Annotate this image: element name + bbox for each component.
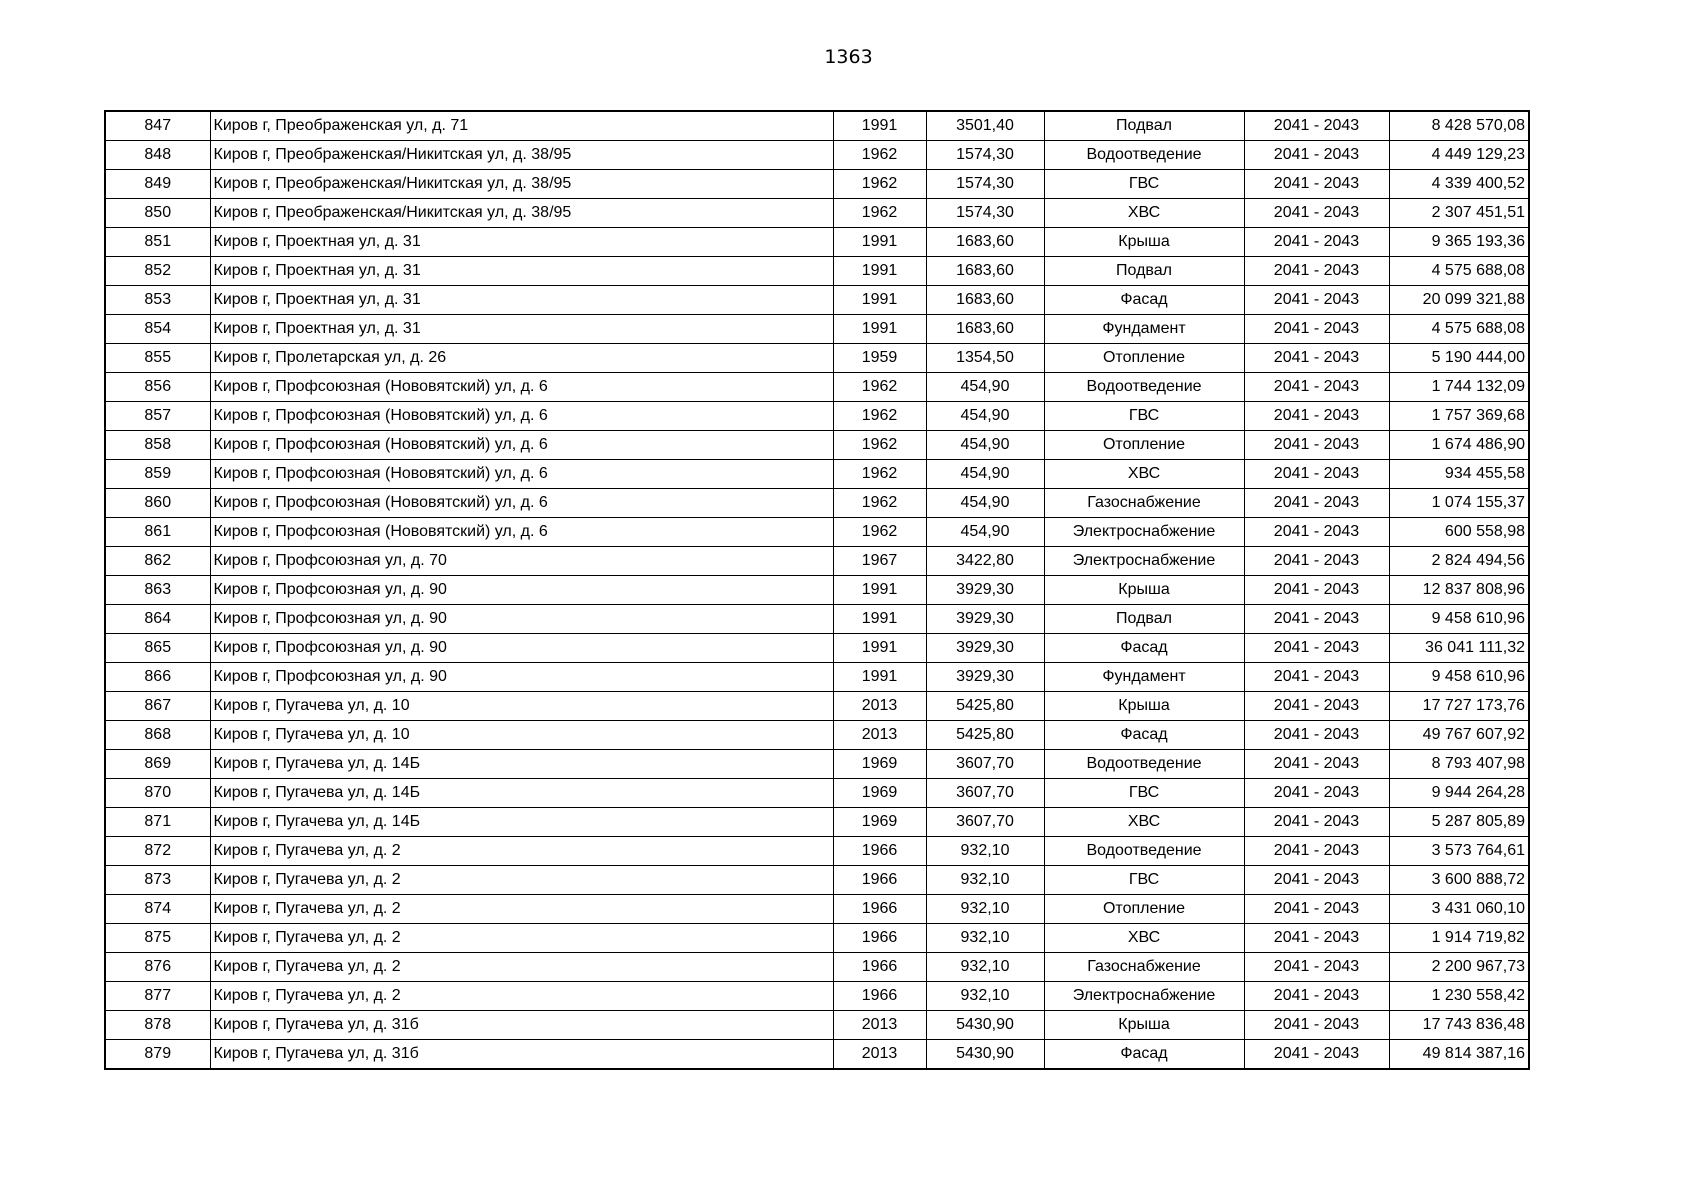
work-type-cell: Фасад [1044, 634, 1244, 663]
address-cell: Киров г, Профсоюзная ул, д. 90 [210, 634, 833, 663]
area-cell: 3929,30 [926, 634, 1044, 663]
table-row [105, 866, 1529, 895]
address-cell: Киров г, Проектная ул, д. 31 [210, 315, 833, 344]
area-cell: 454,90 [926, 460, 1044, 489]
area-cell: 5430,90 [926, 1011, 1044, 1040]
row-number-cell: 863 [105, 576, 210, 605]
address-cell: Киров г, Пугачева ул, д. 14Б [210, 808, 833, 837]
address-cell: Киров г, Пугачева ул, д. 10 [210, 721, 833, 750]
period-cell: 2041 - 2043 [1244, 808, 1389, 837]
work-type-cell: Крыша [1044, 692, 1244, 721]
cost-cell: 2 307 451,51 [1389, 199, 1529, 228]
area-cell: 1683,60 [926, 228, 1044, 257]
table-row [105, 373, 1529, 402]
address-cell: Киров г, Профсоюзная ул, д. 90 [210, 605, 833, 634]
address-cell: Киров г, Пугачева ул, д. 14Б [210, 750, 833, 779]
period-cell: 2041 - 2043 [1244, 1040, 1389, 1070]
year-cell: 1962 [833, 489, 926, 518]
address-cell: Киров г, Профсоюзная ул, д. 90 [210, 576, 833, 605]
cost-cell: 1 074 155,37 [1389, 489, 1529, 518]
period-cell: 2041 - 2043 [1244, 315, 1389, 344]
row-number-cell: 849 [105, 170, 210, 199]
work-type-cell: ХВС [1044, 460, 1244, 489]
records-table [104, 110, 1530, 1070]
row-number-cell: 858 [105, 431, 210, 460]
period-cell: 2041 - 2043 [1244, 373, 1389, 402]
cost-cell: 20 099 321,88 [1389, 286, 1529, 315]
period-cell: 2041 - 2043 [1244, 170, 1389, 199]
work-type-cell: Газоснабжение [1044, 489, 1244, 518]
area-cell: 932,10 [926, 924, 1044, 953]
cost-cell: 1 674 486,90 [1389, 431, 1529, 460]
row-number-cell: 874 [105, 895, 210, 924]
cost-cell: 36 041 111,32 [1389, 634, 1529, 663]
work-type-cell: Подвал [1044, 605, 1244, 634]
year-cell: 1962 [833, 460, 926, 489]
address-cell: Киров г, Пугачева ул, д. 2 [210, 895, 833, 924]
table-row [105, 576, 1529, 605]
table-row [105, 170, 1529, 199]
row-number-cell: 857 [105, 402, 210, 431]
year-cell: 1991 [833, 111, 926, 141]
address-cell: Киров г, Пролетарская ул, д. 26 [210, 344, 833, 373]
work-type-cell: Фасад [1044, 286, 1244, 315]
period-cell: 2041 - 2043 [1244, 924, 1389, 953]
row-number-cell: 848 [105, 141, 210, 170]
address-cell: Киров г, Преображенская/Никитская ул, д. 38/95 [210, 199, 833, 228]
year-cell: 1966 [833, 953, 926, 982]
row-number-cell: 850 [105, 199, 210, 228]
work-type-cell: ГВС [1044, 170, 1244, 199]
row-number-cell: 859 [105, 460, 210, 489]
row-number-cell: 877 [105, 982, 210, 1011]
row-number-cell: 879 [105, 1040, 210, 1070]
year-cell: 1991 [833, 257, 926, 286]
period-cell: 2041 - 2043 [1244, 489, 1389, 518]
table-row [105, 982, 1529, 1011]
work-type-cell: Крыша [1044, 1011, 1244, 1040]
table-row [105, 257, 1529, 286]
period-cell: 2041 - 2043 [1244, 141, 1389, 170]
table-row [105, 431, 1529, 460]
year-cell: 1966 [833, 895, 926, 924]
area-cell: 1683,60 [926, 315, 1044, 344]
table-row [105, 111, 1529, 141]
row-number-cell: 867 [105, 692, 210, 721]
table-row [105, 634, 1529, 663]
work-type-cell: Отопление [1044, 431, 1244, 460]
area-cell: 3929,30 [926, 576, 1044, 605]
area-cell: 454,90 [926, 373, 1044, 402]
records-body [105, 111, 1529, 1069]
address-cell: Киров г, Профсоюзная (Нововятский) ул, д. 6 [210, 518, 833, 547]
area-cell: 3607,70 [926, 779, 1044, 808]
work-type-cell: ХВС [1044, 199, 1244, 228]
cost-cell: 17 743 836,48 [1389, 1011, 1529, 1040]
cost-cell: 2 200 967,73 [1389, 953, 1529, 982]
table-row [105, 286, 1529, 315]
address-cell: Киров г, Профсоюзная (Нововятский) ул, д. 6 [210, 402, 833, 431]
address-cell: Киров г, Пугачева ул, д. 2 [210, 953, 833, 982]
period-cell: 2041 - 2043 [1244, 750, 1389, 779]
area-cell: 3422,80 [926, 547, 1044, 576]
year-cell: 1962 [833, 373, 926, 402]
row-number-cell: 868 [105, 721, 210, 750]
area-cell: 3607,70 [926, 750, 1044, 779]
period-cell: 2041 - 2043 [1244, 634, 1389, 663]
work-type-cell: Водоотведение [1044, 837, 1244, 866]
work-type-cell: Водоотведение [1044, 141, 1244, 170]
cost-cell: 934 455,58 [1389, 460, 1529, 489]
period-cell: 2041 - 2043 [1244, 257, 1389, 286]
cost-cell: 1 914 719,82 [1389, 924, 1529, 953]
period-cell: 2041 - 2043 [1244, 953, 1389, 982]
table-row [105, 1040, 1529, 1070]
year-cell: 1962 [833, 199, 926, 228]
cost-cell: 4 575 688,08 [1389, 315, 1529, 344]
year-cell: 2013 [833, 1040, 926, 1070]
address-cell: Киров г, Профсоюзная ул, д. 70 [210, 547, 833, 576]
year-cell: 2013 [833, 1011, 926, 1040]
table-row [105, 605, 1529, 634]
area-cell: 5425,80 [926, 721, 1044, 750]
row-number-cell: 876 [105, 953, 210, 982]
year-cell: 1962 [833, 141, 926, 170]
area-cell: 932,10 [926, 953, 1044, 982]
period-cell: 2041 - 2043 [1244, 228, 1389, 257]
area-cell: 3501,40 [926, 111, 1044, 141]
address-cell: Киров г, Проектная ул, д. 31 [210, 228, 833, 257]
address-cell: Киров г, Проектная ул, д. 31 [210, 257, 833, 286]
cost-cell: 3 573 764,61 [1389, 837, 1529, 866]
address-cell: Киров г, Пугачева ул, д. 2 [210, 924, 833, 953]
cost-cell: 9 458 610,96 [1389, 605, 1529, 634]
work-type-cell: Подвал [1044, 257, 1244, 286]
table-row [105, 721, 1529, 750]
work-type-cell: Фундамент [1044, 315, 1244, 344]
area-cell: 5430,90 [926, 1040, 1044, 1070]
year-cell: 1991 [833, 228, 926, 257]
period-cell: 2041 - 2043 [1244, 895, 1389, 924]
work-type-cell: Водоотведение [1044, 750, 1244, 779]
row-number-cell: 873 [105, 866, 210, 895]
period-cell: 2041 - 2043 [1244, 431, 1389, 460]
area-cell: 932,10 [926, 982, 1044, 1011]
table-row [105, 953, 1529, 982]
address-cell: Киров г, Профсоюзная (Нововятский) ул, д. 6 [210, 460, 833, 489]
area-cell: 932,10 [926, 866, 1044, 895]
table-row [105, 924, 1529, 953]
cost-cell: 17 727 173,76 [1389, 692, 1529, 721]
address-cell: Киров г, Проектная ул, д. 31 [210, 286, 833, 315]
year-cell: 1962 [833, 170, 926, 199]
cost-cell: 1 757 369,68 [1389, 402, 1529, 431]
cost-cell: 1 744 132,09 [1389, 373, 1529, 402]
year-cell: 1959 [833, 344, 926, 373]
year-cell: 1991 [833, 605, 926, 634]
table-row [105, 547, 1529, 576]
year-cell: 1991 [833, 663, 926, 692]
work-type-cell: ГВС [1044, 779, 1244, 808]
cost-cell: 49 814 387,16 [1389, 1040, 1529, 1070]
address-cell: Киров г, Профсоюзная (Нововятский) ул, д. 6 [210, 431, 833, 460]
table-row [105, 663, 1529, 692]
period-cell: 2041 - 2043 [1244, 837, 1389, 866]
work-type-cell: Электроснабжение [1044, 982, 1244, 1011]
table-row [105, 402, 1529, 431]
row-number-cell: 854 [105, 315, 210, 344]
area-cell: 454,90 [926, 489, 1044, 518]
period-cell: 2041 - 2043 [1244, 576, 1389, 605]
address-cell: Киров г, Пугачева ул, д. 2 [210, 837, 833, 866]
work-type-cell: Отопление [1044, 895, 1244, 924]
row-number-cell: 855 [105, 344, 210, 373]
table-row [105, 460, 1529, 489]
period-cell: 2041 - 2043 [1244, 199, 1389, 228]
row-number-cell: 852 [105, 257, 210, 286]
address-cell: Киров г, Пугачева ул, д. 2 [210, 866, 833, 895]
year-cell: 1969 [833, 808, 926, 837]
period-cell: 2041 - 2043 [1244, 286, 1389, 315]
work-type-cell: ГВС [1044, 866, 1244, 895]
year-cell: 1962 [833, 402, 926, 431]
table-row [105, 808, 1529, 837]
table-row [105, 344, 1529, 373]
row-number-cell: 853 [105, 286, 210, 315]
address-cell: Киров г, Пугачева ул, д. 31б [210, 1040, 833, 1070]
work-type-cell: Электроснабжение [1044, 518, 1244, 547]
work-type-cell: Водоотведение [1044, 373, 1244, 402]
row-number-cell: 875 [105, 924, 210, 953]
address-cell: Киров г, Профсоюзная (Нововятский) ул, д. 6 [210, 373, 833, 402]
year-cell: 2013 [833, 721, 926, 750]
area-cell: 932,10 [926, 837, 1044, 866]
period-cell: 2041 - 2043 [1244, 111, 1389, 141]
cost-cell: 600 558,98 [1389, 518, 1529, 547]
work-type-cell: Электроснабжение [1044, 547, 1244, 576]
table-row [105, 315, 1529, 344]
row-number-cell: 864 [105, 605, 210, 634]
address-cell: Киров г, Профсоюзная ул, д. 90 [210, 663, 833, 692]
row-number-cell: 851 [105, 228, 210, 257]
cost-cell: 12 837 808,96 [1389, 576, 1529, 605]
cost-cell: 9 458 610,96 [1389, 663, 1529, 692]
address-cell: Киров г, Пугачева ул, д. 10 [210, 692, 833, 721]
table-row [105, 518, 1529, 547]
area-cell: 454,90 [926, 518, 1044, 547]
page-number: 1363 [824, 46, 873, 68]
work-type-cell: Крыша [1044, 228, 1244, 257]
row-number-cell: 869 [105, 750, 210, 779]
area-cell: 1574,30 [926, 170, 1044, 199]
work-type-cell: ХВС [1044, 808, 1244, 837]
work-type-cell: Газоснабжение [1044, 953, 1244, 982]
area-cell: 1574,30 [926, 199, 1044, 228]
cost-cell: 5 287 805,89 [1389, 808, 1529, 837]
area-cell: 932,10 [926, 895, 1044, 924]
address-cell: Киров г, Пугачева ул, д. 2 [210, 982, 833, 1011]
row-number-cell: 865 [105, 634, 210, 663]
year-cell: 1969 [833, 750, 926, 779]
year-cell: 2013 [833, 692, 926, 721]
cost-cell: 4 575 688,08 [1389, 257, 1529, 286]
area-cell: 454,90 [926, 402, 1044, 431]
address-cell: Киров г, Пугачева ул, д. 14Б [210, 779, 833, 808]
year-cell: 1966 [833, 866, 926, 895]
row-number-cell: 860 [105, 489, 210, 518]
area-cell: 454,90 [926, 431, 1044, 460]
area-cell: 1574,30 [926, 141, 1044, 170]
area-cell: 1354,50 [926, 344, 1044, 373]
year-cell: 1969 [833, 779, 926, 808]
year-cell: 1966 [833, 982, 926, 1011]
row-number-cell: 878 [105, 1011, 210, 1040]
year-cell: 1966 [833, 837, 926, 866]
cost-cell: 3 600 888,72 [1389, 866, 1529, 895]
work-type-cell: Отопление [1044, 344, 1244, 373]
period-cell: 2041 - 2043 [1244, 547, 1389, 576]
period-cell: 2041 - 2043 [1244, 1011, 1389, 1040]
row-number-cell: 871 [105, 808, 210, 837]
period-cell: 2041 - 2043 [1244, 982, 1389, 1011]
row-number-cell: 847 [105, 111, 210, 141]
address-cell: Киров г, Преображенская/Никитская ул, д. 38/95 [210, 170, 833, 199]
cost-cell: 9 365 193,36 [1389, 228, 1529, 257]
row-number-cell: 872 [105, 837, 210, 866]
year-cell: 1991 [833, 576, 926, 605]
year-cell: 1962 [833, 431, 926, 460]
area-cell: 3929,30 [926, 663, 1044, 692]
year-cell: 1991 [833, 315, 926, 344]
cost-cell: 8 793 407,98 [1389, 750, 1529, 779]
period-cell: 2041 - 2043 [1244, 663, 1389, 692]
cost-cell: 49 767 607,92 [1389, 721, 1529, 750]
period-cell: 2041 - 2043 [1244, 692, 1389, 721]
cost-cell: 5 190 444,00 [1389, 344, 1529, 373]
work-type-cell: ХВС [1044, 924, 1244, 953]
area-cell: 3929,30 [926, 605, 1044, 634]
table-row [105, 895, 1529, 924]
area-cell: 1683,60 [926, 257, 1044, 286]
cost-cell: 3 431 060,10 [1389, 895, 1529, 924]
cost-cell: 8 428 570,08 [1389, 111, 1529, 141]
area-cell: 1683,60 [926, 286, 1044, 315]
period-cell: 2041 - 2043 [1244, 518, 1389, 547]
period-cell: 2041 - 2043 [1244, 866, 1389, 895]
address-cell: Киров г, Профсоюзная (Нововятский) ул, д. 6 [210, 489, 833, 518]
period-cell: 2041 - 2043 [1244, 721, 1389, 750]
address-cell: Киров г, Пугачева ул, д. 31б [210, 1011, 833, 1040]
table-row [105, 1011, 1529, 1040]
row-number-cell: 861 [105, 518, 210, 547]
table-row [105, 228, 1529, 257]
cost-cell: 1 230 558,42 [1389, 982, 1529, 1011]
period-cell: 2041 - 2043 [1244, 460, 1389, 489]
cost-cell: 4 339 400,52 [1389, 170, 1529, 199]
cost-cell: 2 824 494,56 [1389, 547, 1529, 576]
period-cell: 2041 - 2043 [1244, 344, 1389, 373]
work-type-cell: ГВС [1044, 402, 1244, 431]
work-type-cell: Фасад [1044, 721, 1244, 750]
cost-cell: 9 944 264,28 [1389, 779, 1529, 808]
table-row [105, 779, 1529, 808]
area-cell: 3607,70 [926, 808, 1044, 837]
table-row [105, 199, 1529, 228]
row-number-cell: 866 [105, 663, 210, 692]
table-row [105, 141, 1529, 170]
table-row [105, 750, 1529, 779]
period-cell: 2041 - 2043 [1244, 605, 1389, 634]
table-row [105, 837, 1529, 866]
period-cell: 2041 - 2043 [1244, 402, 1389, 431]
year-cell: 1991 [833, 286, 926, 315]
work-type-cell: Крыша [1044, 576, 1244, 605]
row-number-cell: 862 [105, 547, 210, 576]
year-cell: 1991 [833, 634, 926, 663]
work-type-cell: Фасад [1044, 1040, 1244, 1070]
address-cell: Киров г, Преображенская ул, д. 71 [210, 111, 833, 141]
work-type-cell: Подвал [1044, 111, 1244, 141]
year-cell: 1962 [833, 518, 926, 547]
year-cell: 1966 [833, 924, 926, 953]
cost-cell: 4 449 129,23 [1389, 141, 1529, 170]
row-number-cell: 856 [105, 373, 210, 402]
year-cell: 1967 [833, 547, 926, 576]
period-cell: 2041 - 2043 [1244, 779, 1389, 808]
address-cell: Киров г, Преображенская/Никитская ул, д. 38/95 [210, 141, 833, 170]
row-number-cell: 870 [105, 779, 210, 808]
table-row [105, 489, 1529, 518]
area-cell: 5425,80 [926, 692, 1044, 721]
table-row [105, 692, 1529, 721]
work-type-cell: Фундамент [1044, 663, 1244, 692]
